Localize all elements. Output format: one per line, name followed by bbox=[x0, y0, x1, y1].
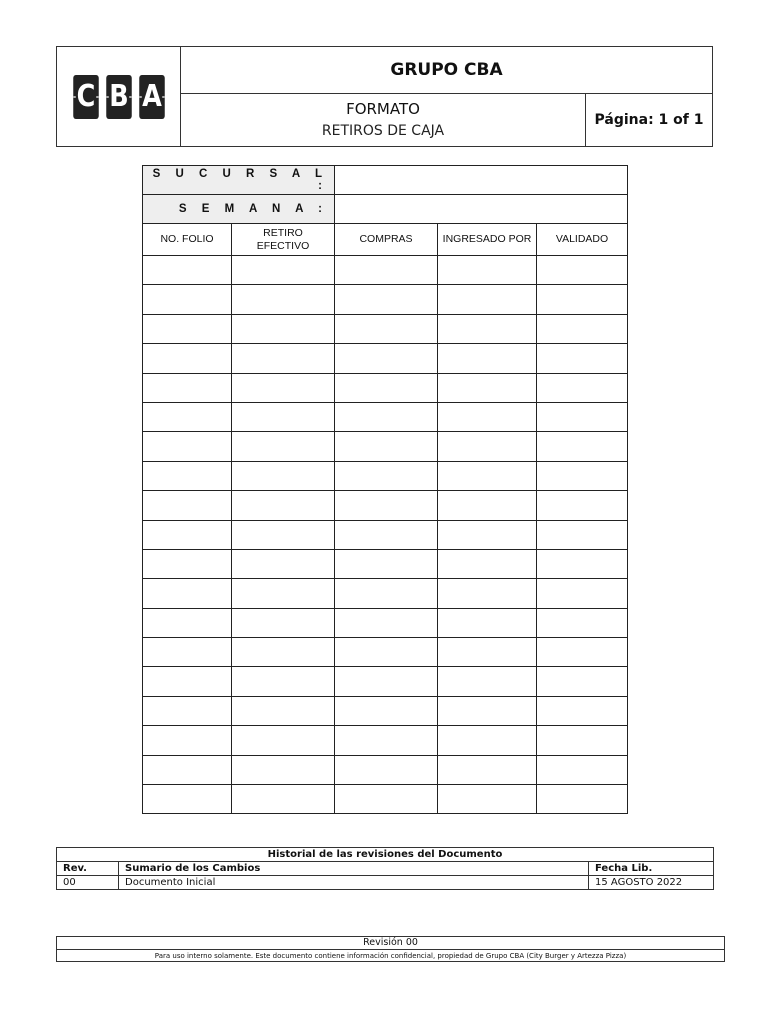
table-cell[interactable] bbox=[537, 549, 628, 578]
semana-label: S E M A N A : bbox=[143, 195, 335, 224]
rev-header: Rev. bbox=[57, 862, 119, 876]
table-row bbox=[143, 461, 628, 490]
table-cell[interactable] bbox=[335, 491, 438, 520]
table-cell[interactable] bbox=[143, 256, 232, 285]
table-row bbox=[143, 785, 628, 814]
sucursal-field[interactable] bbox=[335, 166, 628, 195]
table-cell[interactable] bbox=[335, 785, 438, 814]
table-cell[interactable] bbox=[232, 461, 335, 490]
document-footer bbox=[56, 936, 725, 962]
table-cell[interactable] bbox=[335, 579, 438, 608]
table-row bbox=[143, 491, 628, 520]
table-row bbox=[143, 344, 628, 373]
table-cell[interactable] bbox=[335, 520, 438, 549]
table-cell[interactable] bbox=[537, 608, 628, 637]
table-cell[interactable] bbox=[438, 491, 537, 520]
table-cell[interactable] bbox=[438, 638, 537, 667]
table-cell[interactable] bbox=[438, 696, 537, 725]
table-cell[interactable] bbox=[232, 579, 335, 608]
page-info: Página: 1 of 1 bbox=[594, 112, 704, 128]
table-cell[interactable] bbox=[143, 344, 232, 373]
table-cell[interactable] bbox=[143, 726, 232, 755]
table-cell[interactable] bbox=[232, 549, 335, 578]
format-box bbox=[181, 94, 586, 146]
table-cell[interactable] bbox=[537, 785, 628, 814]
table-cell[interactable] bbox=[143, 608, 232, 637]
table-cell[interactable] bbox=[232, 608, 335, 637]
table-cell[interactable] bbox=[438, 608, 537, 637]
table-cell[interactable] bbox=[232, 256, 335, 285]
table-cell[interactable] bbox=[335, 726, 438, 755]
table-row bbox=[143, 256, 628, 285]
table-cell[interactable] bbox=[537, 667, 628, 696]
col-header-folio: NO. FOLIO bbox=[143, 224, 232, 256]
table-cell[interactable] bbox=[537, 579, 628, 608]
col-header-retiro-text: RETIRO EFECTIVO bbox=[256, 226, 310, 252]
table-cell[interactable] bbox=[438, 256, 537, 285]
table-row bbox=[143, 726, 628, 755]
logo-tile-c: C bbox=[73, 75, 99, 119]
table-cell[interactable] bbox=[335, 373, 438, 402]
table-cell[interactable] bbox=[537, 432, 628, 461]
table-cell[interactable] bbox=[335, 402, 438, 431]
table-cell[interactable] bbox=[438, 373, 537, 402]
table-cell[interactable] bbox=[537, 256, 628, 285]
table-row bbox=[143, 579, 628, 608]
table-cell[interactable] bbox=[438, 726, 537, 755]
table-cell[interactable] bbox=[232, 696, 335, 725]
cash-withdrawal-table bbox=[142, 165, 628, 814]
company-title: GRUPO CBA bbox=[181, 47, 712, 94]
table-cell[interactable] bbox=[232, 373, 335, 402]
table-cell[interactable] bbox=[335, 667, 438, 696]
table-cell[interactable] bbox=[232, 520, 335, 549]
table-cell[interactable] bbox=[143, 579, 232, 608]
table-row bbox=[143, 520, 628, 549]
table-cell[interactable] bbox=[537, 344, 628, 373]
semana-row bbox=[143, 195, 628, 224]
table-cell[interactable] bbox=[537, 285, 628, 314]
table-row bbox=[143, 696, 628, 725]
table-cell[interactable] bbox=[335, 285, 438, 314]
table-cell[interactable] bbox=[232, 491, 335, 520]
col-header-ingresado-por: INGRESADO POR bbox=[438, 224, 537, 256]
table-cell[interactable] bbox=[335, 461, 438, 490]
table-cell[interactable] bbox=[537, 402, 628, 431]
col-header-compras: COMPRAS bbox=[335, 224, 438, 256]
table-cell[interactable] bbox=[438, 402, 537, 431]
table-cell[interactable] bbox=[537, 461, 628, 490]
table-cell[interactable] bbox=[143, 491, 232, 520]
table-cell[interactable] bbox=[438, 667, 537, 696]
table-cell[interactable] bbox=[232, 785, 335, 814]
table-cell[interactable] bbox=[438, 755, 537, 784]
table-cell[interactable] bbox=[335, 608, 438, 637]
table-row bbox=[143, 402, 628, 431]
table-cell[interactable] bbox=[537, 755, 628, 784]
revision-history-title: Historial de las revisiones del Documento bbox=[57, 848, 714, 862]
rev-summary: Documento Inicial bbox=[119, 876, 589, 890]
table-cell[interactable] bbox=[438, 785, 537, 814]
table-row bbox=[143, 314, 628, 343]
logo-tile-b: B bbox=[106, 75, 132, 119]
document-header bbox=[56, 46, 713, 147]
column-header-row bbox=[143, 224, 628, 256]
table-row bbox=[143, 285, 628, 314]
table-cell[interactable] bbox=[537, 491, 628, 520]
col-header-validado: VALIDADO bbox=[537, 224, 628, 256]
date-header: Fecha Lib. bbox=[589, 862, 714, 876]
table-cell[interactable] bbox=[438, 344, 537, 373]
table-cell[interactable] bbox=[335, 696, 438, 725]
table-cell[interactable] bbox=[232, 314, 335, 343]
table-cell[interactable] bbox=[438, 520, 537, 549]
sucursal-row bbox=[143, 166, 628, 195]
table-cell[interactable] bbox=[143, 755, 232, 784]
table-row bbox=[143, 373, 628, 402]
cba-logo bbox=[57, 47, 181, 146]
table-cell[interactable] bbox=[143, 314, 232, 343]
footer-revision: Revisión 00 bbox=[57, 937, 724, 950]
table-cell[interactable] bbox=[335, 638, 438, 667]
table-cell[interactable] bbox=[232, 638, 335, 667]
table-cell[interactable] bbox=[232, 667, 335, 696]
table-cell[interactable] bbox=[143, 549, 232, 578]
table-cell[interactable] bbox=[143, 461, 232, 490]
table-cell[interactable] bbox=[232, 755, 335, 784]
format-name: RETIROS DE CAJA bbox=[321, 123, 445, 139]
confidentiality-notice: Para uso interno solamente. Este documento contiene información confidencial, propiedad de Grupo CBA (City Burger y Artezza Pizza) bbox=[154, 952, 627, 960]
table-row bbox=[143, 638, 628, 667]
table-cell[interactable] bbox=[438, 579, 537, 608]
summary-header: Sumario de los Cambios bbox=[119, 862, 589, 876]
table-row bbox=[143, 755, 628, 784]
table-cell[interactable] bbox=[232, 432, 335, 461]
table-cell[interactable] bbox=[143, 667, 232, 696]
format-label: FORMATO bbox=[346, 100, 420, 118]
col-header-retiro-efectivo bbox=[232, 224, 335, 256]
table-cell[interactable] bbox=[335, 344, 438, 373]
revision-history-table bbox=[56, 847, 714, 890]
table-row bbox=[143, 667, 628, 696]
table-cell[interactable] bbox=[335, 549, 438, 578]
table-cell[interactable] bbox=[537, 314, 628, 343]
revision-row bbox=[57, 876, 714, 890]
table-cell[interactable] bbox=[232, 285, 335, 314]
table-row bbox=[143, 432, 628, 461]
table-cell[interactable] bbox=[335, 256, 438, 285]
table-cell[interactable] bbox=[537, 696, 628, 725]
table-cell[interactable] bbox=[143, 285, 232, 314]
table-cell[interactable] bbox=[143, 785, 232, 814]
table-row bbox=[143, 608, 628, 637]
table-cell[interactable] bbox=[537, 638, 628, 667]
table-cell[interactable] bbox=[335, 432, 438, 461]
table-cell[interactable] bbox=[537, 373, 628, 402]
table-cell[interactable] bbox=[537, 726, 628, 755]
table-cell[interactable] bbox=[232, 344, 335, 373]
table-cell[interactable] bbox=[537, 520, 628, 549]
table-cell[interactable] bbox=[438, 285, 537, 314]
table-cell[interactable] bbox=[143, 402, 232, 431]
table-cell[interactable] bbox=[143, 520, 232, 549]
semana-field[interactable] bbox=[335, 195, 628, 224]
table-cell[interactable] bbox=[143, 696, 232, 725]
table-cell[interactable] bbox=[438, 432, 537, 461]
table-cell[interactable] bbox=[438, 549, 537, 578]
form-rows bbox=[143, 256, 628, 814]
table-cell[interactable] bbox=[143, 432, 232, 461]
rev-date: 15 AGOSTO 2022 bbox=[589, 876, 714, 890]
table-cell[interactable] bbox=[143, 638, 232, 667]
table-cell[interactable] bbox=[335, 314, 438, 343]
table-cell[interactable] bbox=[143, 373, 232, 402]
table-row bbox=[143, 549, 628, 578]
rev-number: 00 bbox=[57, 876, 119, 890]
sucursal-label: S U C U R S A L : bbox=[143, 166, 335, 195]
logo-tile-a: A bbox=[139, 75, 165, 119]
table-cell[interactable] bbox=[335, 755, 438, 784]
table-cell[interactable] bbox=[438, 314, 537, 343]
table-cell[interactable] bbox=[438, 461, 537, 490]
table-cell[interactable] bbox=[232, 402, 335, 431]
table-cell[interactable] bbox=[232, 726, 335, 755]
